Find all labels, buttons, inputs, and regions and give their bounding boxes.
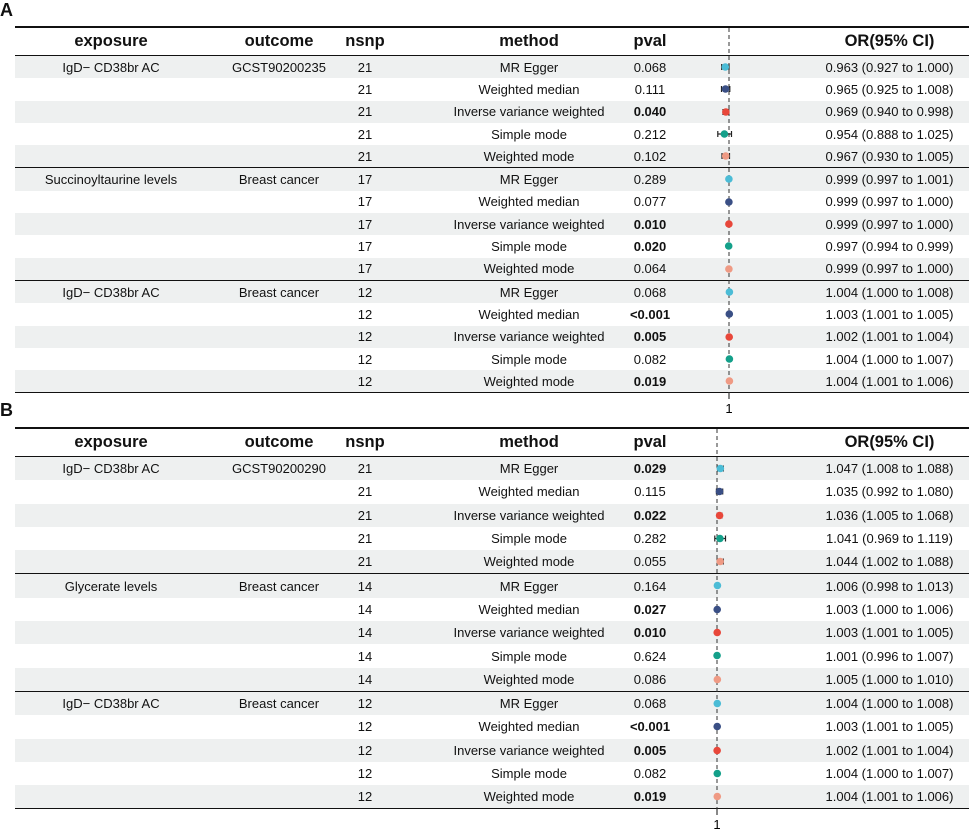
estimate-point (714, 676, 722, 684)
pval-cell: 0.068 (633, 696, 667, 712)
exposure-cell: Succinoyltaurine levels (44, 172, 178, 188)
method-cell: Inverse variance weighted (453, 329, 605, 345)
or-ci-cell: 1.004 (1.001 to 1.006) (825, 373, 954, 389)
nsnp-cell: 21 (357, 104, 373, 120)
or-ci-cell: 0.999 (0.997 to 1.000) (825, 261, 954, 277)
method-cell: Weighted mode (483, 789, 575, 805)
or-ci-cell: 0.969 (0.940 to 0.998) (825, 104, 954, 120)
pval-cell: 0.082 (633, 766, 667, 781)
pval-cell: 0.029 (633, 461, 667, 477)
pval-cell: 0.115 (634, 484, 666, 500)
nsnp-cell: 12 (357, 373, 373, 389)
nsnp-cell: 17 (357, 194, 373, 210)
estimate-point (716, 535, 724, 543)
pval-cell: 0.068 (633, 284, 667, 300)
or-ci-cell: 1.006 (0.998 to 1.013) (825, 578, 954, 594)
forest-plot (0, 400, 969, 839)
pval-cell: 0.020 (633, 239, 667, 255)
estimate-point (713, 700, 721, 708)
or-ci-cell: 0.999 (0.997 to 1.000) (825, 216, 954, 232)
or-ci-cell: 1.003 (1.001 to 1.005) (825, 306, 954, 322)
nsnp-cell: 12 (357, 766, 373, 781)
outcome-cell: GCST90200290 (232, 461, 326, 477)
method-cell: Inverse variance weighted (453, 507, 605, 523)
nsnp-cell: 14 (357, 671, 373, 687)
method-cell: Weighted mode (483, 148, 575, 164)
estimate-point (716, 558, 724, 566)
exposure-cell: IgD− CD38br AC (62, 284, 160, 300)
pval-cell: 0.055 (633, 554, 667, 570)
or-ci-cell: 1.044 (1.002 to 1.088) (825, 554, 954, 570)
or-ci-cell: 1.002 (1.001 to 1.004) (825, 742, 954, 758)
method-cell: MR Egger (499, 284, 559, 300)
outcome-cell: Breast cancer (238, 284, 320, 300)
pval-cell: 0.086 (633, 671, 667, 687)
or-ci-cell: 1.047 (1.008 to 1.088) (825, 461, 954, 477)
or-ci-cell: 1.036 (1.005 to 1.068) (825, 507, 954, 523)
method-cell: Simple mode (491, 126, 567, 142)
nsnp-cell: 17 (357, 216, 373, 232)
or-ci-cell: 1.004 (1.001 to 1.006) (825, 789, 954, 805)
pval-cell: 0.102 (633, 148, 667, 164)
estimate-point (725, 242, 733, 250)
pval-cell: 0.040 (633, 104, 667, 120)
exposure-cell: IgD− CD38br AC (62, 461, 160, 477)
or-ci-cell: 1.004 (1.000 to 1.007) (825, 766, 954, 781)
estimate-point (716, 512, 724, 520)
pval-cell: 0.082 (633, 351, 667, 367)
method-cell: Weighted median (478, 306, 580, 322)
header-outcome: outcome (244, 433, 314, 451)
method-cell: Weighted median (478, 601, 580, 617)
or-ci-cell: 1.003 (1.000 to 1.006) (825, 601, 954, 617)
nsnp-cell: 12 (357, 329, 373, 345)
forest-panel-b (0, 400, 969, 832)
or-ci-cell: 1.004 (1.000 to 1.008) (825, 284, 954, 300)
method-cell: Weighted median (478, 194, 580, 210)
method-cell: MR Egger (499, 461, 559, 477)
estimate-point (726, 377, 734, 385)
or-ci-cell: 0.967 (0.930 to 1.005) (825, 148, 954, 164)
pval-cell: <0.001 (629, 306, 671, 322)
pval-cell: 0.164 (633, 578, 667, 594)
outcome-cell: Breast cancer (238, 172, 320, 188)
method-cell: Simple mode (491, 239, 567, 255)
or-ci-cell: 1.005 (1.000 to 1.010) (825, 671, 954, 687)
or-ci-cell: 1.004 (1.000 to 1.007) (825, 351, 954, 367)
nsnp-cell: 21 (357, 484, 373, 500)
method-cell: MR Egger (499, 696, 559, 712)
estimate-point (722, 63, 730, 71)
estimate-point (713, 770, 721, 778)
or-ci-cell: 0.999 (0.997 to 1.000) (825, 194, 954, 210)
estimate-point (726, 355, 734, 363)
header-nsnp: nsnp (345, 32, 385, 50)
method-cell: Weighted median (478, 484, 580, 500)
method-cell: MR Egger (499, 578, 559, 594)
estimate-point (713, 629, 721, 637)
nsnp-cell: 12 (357, 742, 373, 758)
pval-cell: 0.027 (633, 601, 667, 617)
nsnp-cell: 12 (357, 351, 373, 367)
or-ci-cell: 0.963 (0.927 to 1.000) (825, 59, 954, 75)
or-ci-cell: 1.002 (1.001 to 1.004) (825, 329, 954, 345)
nsnp-cell: 14 (357, 648, 373, 664)
or-ci-cell: 1.035 (0.992 to 1.080) (825, 484, 954, 500)
method-cell: MR Egger (499, 172, 559, 188)
pval-cell: 0.022 (633, 507, 667, 523)
exposure-cell: Glycerate levels (64, 578, 158, 594)
estimate-point (722, 152, 730, 160)
estimate-point (713, 747, 721, 755)
pval-cell: 0.068 (633, 59, 667, 75)
estimate-point (716, 488, 724, 496)
pval-cell: 0.289 (633, 172, 667, 188)
header-method: method (499, 32, 559, 50)
outcome-cell: Breast cancer (238, 578, 320, 594)
outcome-cell: Breast cancer (238, 696, 320, 712)
method-cell: Inverse variance weighted (453, 216, 605, 232)
estimate-point (726, 288, 734, 296)
or-ci-cell: 1.003 (1.001 to 1.005) (825, 625, 954, 641)
header-nsnp: nsnp (345, 433, 385, 451)
estimate-point (713, 652, 721, 660)
estimate-point (726, 310, 734, 318)
header-exposure: exposure (74, 32, 148, 50)
or-ci-cell: 0.997 (0.994 to 0.999) (825, 239, 954, 255)
panel-label-b: B (0, 400, 13, 420)
nsnp-cell: 12 (357, 719, 373, 735)
or-ci-cell: 1.004 (1.000 to 1.008) (825, 696, 954, 712)
method-cell: Weighted mode (483, 554, 575, 570)
nsnp-cell: 21 (357, 531, 373, 547)
nsnp-cell: 21 (357, 507, 373, 523)
or-ci-cell: 0.965 (0.925 to 1.008) (825, 81, 954, 97)
method-cell: Inverse variance weighted (453, 742, 605, 758)
nsnp-cell: 21 (357, 81, 373, 97)
method-cell: Inverse variance weighted (453, 104, 605, 120)
exposure-cell: IgD− CD38br AC (62, 59, 160, 75)
pval-cell: 0.624 (633, 648, 667, 664)
estimate-point (725, 265, 733, 273)
nsnp-cell: 17 (357, 261, 373, 277)
header-or: OR(95% CI) (844, 32, 935, 50)
method-cell: Weighted mode (483, 373, 575, 389)
pval-cell: 0.019 (633, 789, 667, 805)
pval-cell: 0.010 (633, 625, 667, 641)
method-cell: Simple mode (491, 531, 567, 547)
estimate-point (722, 85, 730, 93)
pval-cell: 0.212 (633, 126, 667, 142)
header-method: method (499, 433, 559, 451)
nsnp-cell: 21 (357, 126, 373, 142)
header-outcome: outcome (244, 32, 314, 50)
estimate-point (725, 333, 733, 341)
panel-label-a: A (0, 0, 13, 20)
or-ci-cell: 1.003 (1.001 to 1.005) (825, 719, 954, 735)
header-exposure: exposure (74, 433, 148, 451)
nsnp-cell: 12 (357, 306, 373, 322)
estimate-point (725, 175, 733, 183)
estimate-point (714, 582, 722, 590)
nsnp-cell: 21 (357, 461, 373, 477)
nsnp-cell: 14 (357, 578, 373, 594)
estimate-point (713, 793, 721, 801)
pval-cell: 0.111 (634, 81, 666, 97)
or-ci-cell: 0.954 (0.888 to 1.025) (825, 126, 954, 142)
method-cell: Inverse variance weighted (453, 625, 605, 641)
nsnp-cell: 17 (357, 239, 373, 255)
estimate-point (713, 606, 721, 614)
method-cell: Weighted mode (483, 671, 575, 687)
forest-panel-a (0, 0, 969, 416)
method-cell: Simple mode (491, 351, 567, 367)
axis-tick-label: 1 (713, 817, 721, 832)
or-ci-cell: 1.001 (0.996 to 1.007) (825, 648, 954, 664)
method-cell: Weighted median (478, 81, 580, 97)
pval-cell: <0.001 (629, 719, 671, 735)
pval-cell: 0.005 (633, 742, 667, 758)
nsnp-cell: 17 (357, 172, 373, 188)
exposure-cell: IgD− CD38br AC (62, 696, 160, 712)
estimate-point (725, 198, 733, 206)
pval-cell: 0.077 (633, 194, 667, 210)
axis-tick-label: 1 (725, 401, 733, 416)
nsnp-cell: 21 (357, 554, 373, 570)
nsnp-cell: 12 (357, 284, 373, 300)
nsnp-cell: 21 (357, 148, 373, 164)
estimate-point (713, 723, 721, 731)
header-or: OR(95% CI) (844, 433, 935, 451)
estimate-point (717, 465, 725, 473)
header-pval: pval (633, 32, 667, 50)
nsnp-cell: 12 (357, 696, 373, 712)
method-cell: MR Egger (499, 59, 559, 75)
method-cell: Weighted mode (483, 261, 575, 277)
nsnp-cell: 21 (357, 59, 373, 75)
header-pval: pval (633, 433, 667, 451)
estimate-point (721, 130, 729, 138)
estimate-point (722, 108, 730, 116)
method-cell: Simple mode (491, 648, 567, 664)
or-ci-cell: 1.041 (0.969 to 1.119) (826, 531, 953, 547)
outcome-cell: GCST90200235 (232, 59, 326, 75)
nsnp-cell: 14 (357, 625, 373, 641)
method-cell: Weighted median (478, 719, 580, 735)
pval-cell: 0.010 (633, 216, 667, 232)
pval-cell: 0.019 (633, 373, 667, 389)
or-ci-cell: 0.999 (0.997 to 1.001) (825, 172, 954, 188)
pval-cell: 0.005 (633, 329, 667, 345)
nsnp-cell: 12 (357, 789, 373, 805)
method-cell: Simple mode (491, 766, 567, 781)
pval-cell: 0.282 (633, 531, 667, 547)
pval-cell: 0.064 (633, 261, 667, 277)
estimate-point (725, 220, 733, 228)
nsnp-cell: 14 (357, 601, 373, 617)
